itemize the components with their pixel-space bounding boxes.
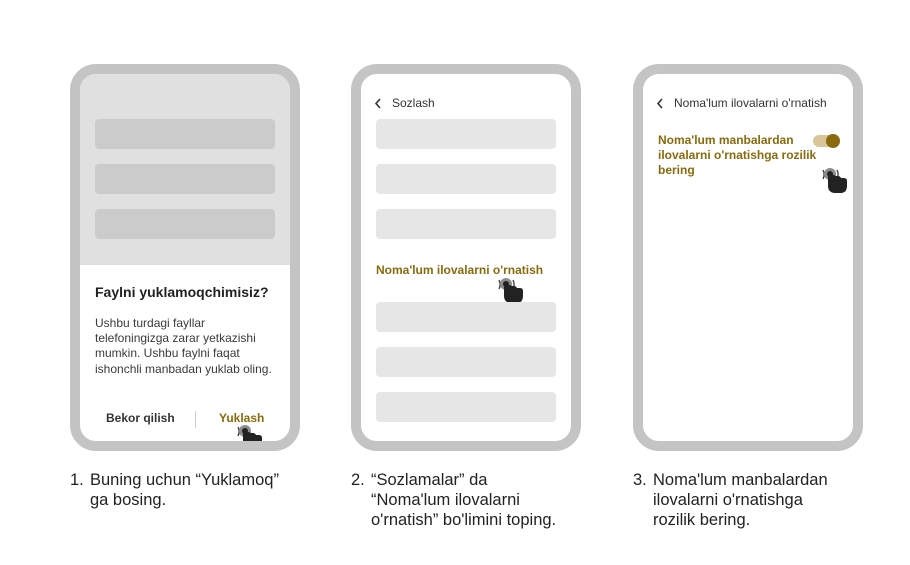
background-screen [80, 74, 290, 265]
back-navigation[interactable] [655, 96, 827, 110]
back-navigation[interactable] [373, 96, 435, 110]
tap-hand-icon [495, 272, 525, 304]
placeholder-bar [376, 347, 556, 377]
nav-title: Noma'lum ilovalarni o'rnatish [674, 96, 827, 110]
step-caption [351, 470, 591, 530]
step-number: 2. [351, 471, 365, 489]
step-caption [633, 470, 873, 530]
dialog-message: Ushbu turdagi fayllar telefoningizga zarar yetkazishi mumkin. Ushbu faylni faqat ishonchli manbadan yuklab oling. [95, 316, 272, 376]
placeholder-bar [376, 119, 556, 149]
step-number: 1. [70, 471, 84, 489]
step-number: 3. [633, 471, 647, 489]
tap-hand-icon [234, 419, 264, 451]
placeholder-bar [376, 209, 556, 239]
placeholder-bar [376, 302, 556, 332]
tap-hand-icon [819, 162, 849, 194]
step-text: “Sozlamalar” da “Noma'lum ilovalarni o'rnatish” bo'limini toping. [371, 471, 557, 529]
placeholder-bar [376, 164, 556, 194]
step-text: Buning uchun “Yuklamoq” ga bosing. [90, 471, 279, 509]
download-button[interactable]: Yuklash [219, 411, 265, 425]
step-text: Noma'lum manbalardan ilovalarni o'rnatishga rozilik bering. [653, 471, 828, 529]
unknown-apps-setting[interactable]: Noma'lum ilovalarni o'rnatish [376, 263, 544, 277]
chevron-left-icon[interactable] [373, 97, 384, 110]
chevron-left-icon[interactable] [655, 97, 666, 110]
placeholder-bar [95, 119, 275, 149]
cancel-button[interactable]: Bekor qilish [106, 411, 175, 425]
placeholder-bar [95, 164, 275, 194]
phone-download-dialog [70, 64, 300, 451]
allow-unknown-sources-toggle[interactable] [813, 135, 839, 147]
button-divider [195, 411, 196, 428]
dialog-title: Faylni yuklamoqchimisiz? [95, 284, 269, 300]
toggle-knob [826, 134, 840, 148]
phone-unknown-sources [633, 64, 863, 451]
permission-label: Noma'lum manbalardan ilovalarni o'rnatishga rozilik bering [658, 133, 817, 177]
step-caption [70, 470, 310, 510]
placeholder-bar [95, 209, 275, 239]
placeholder-bar [376, 392, 556, 422]
nav-title: Sozlash [392, 96, 435, 110]
phone-settings [351, 64, 581, 451]
